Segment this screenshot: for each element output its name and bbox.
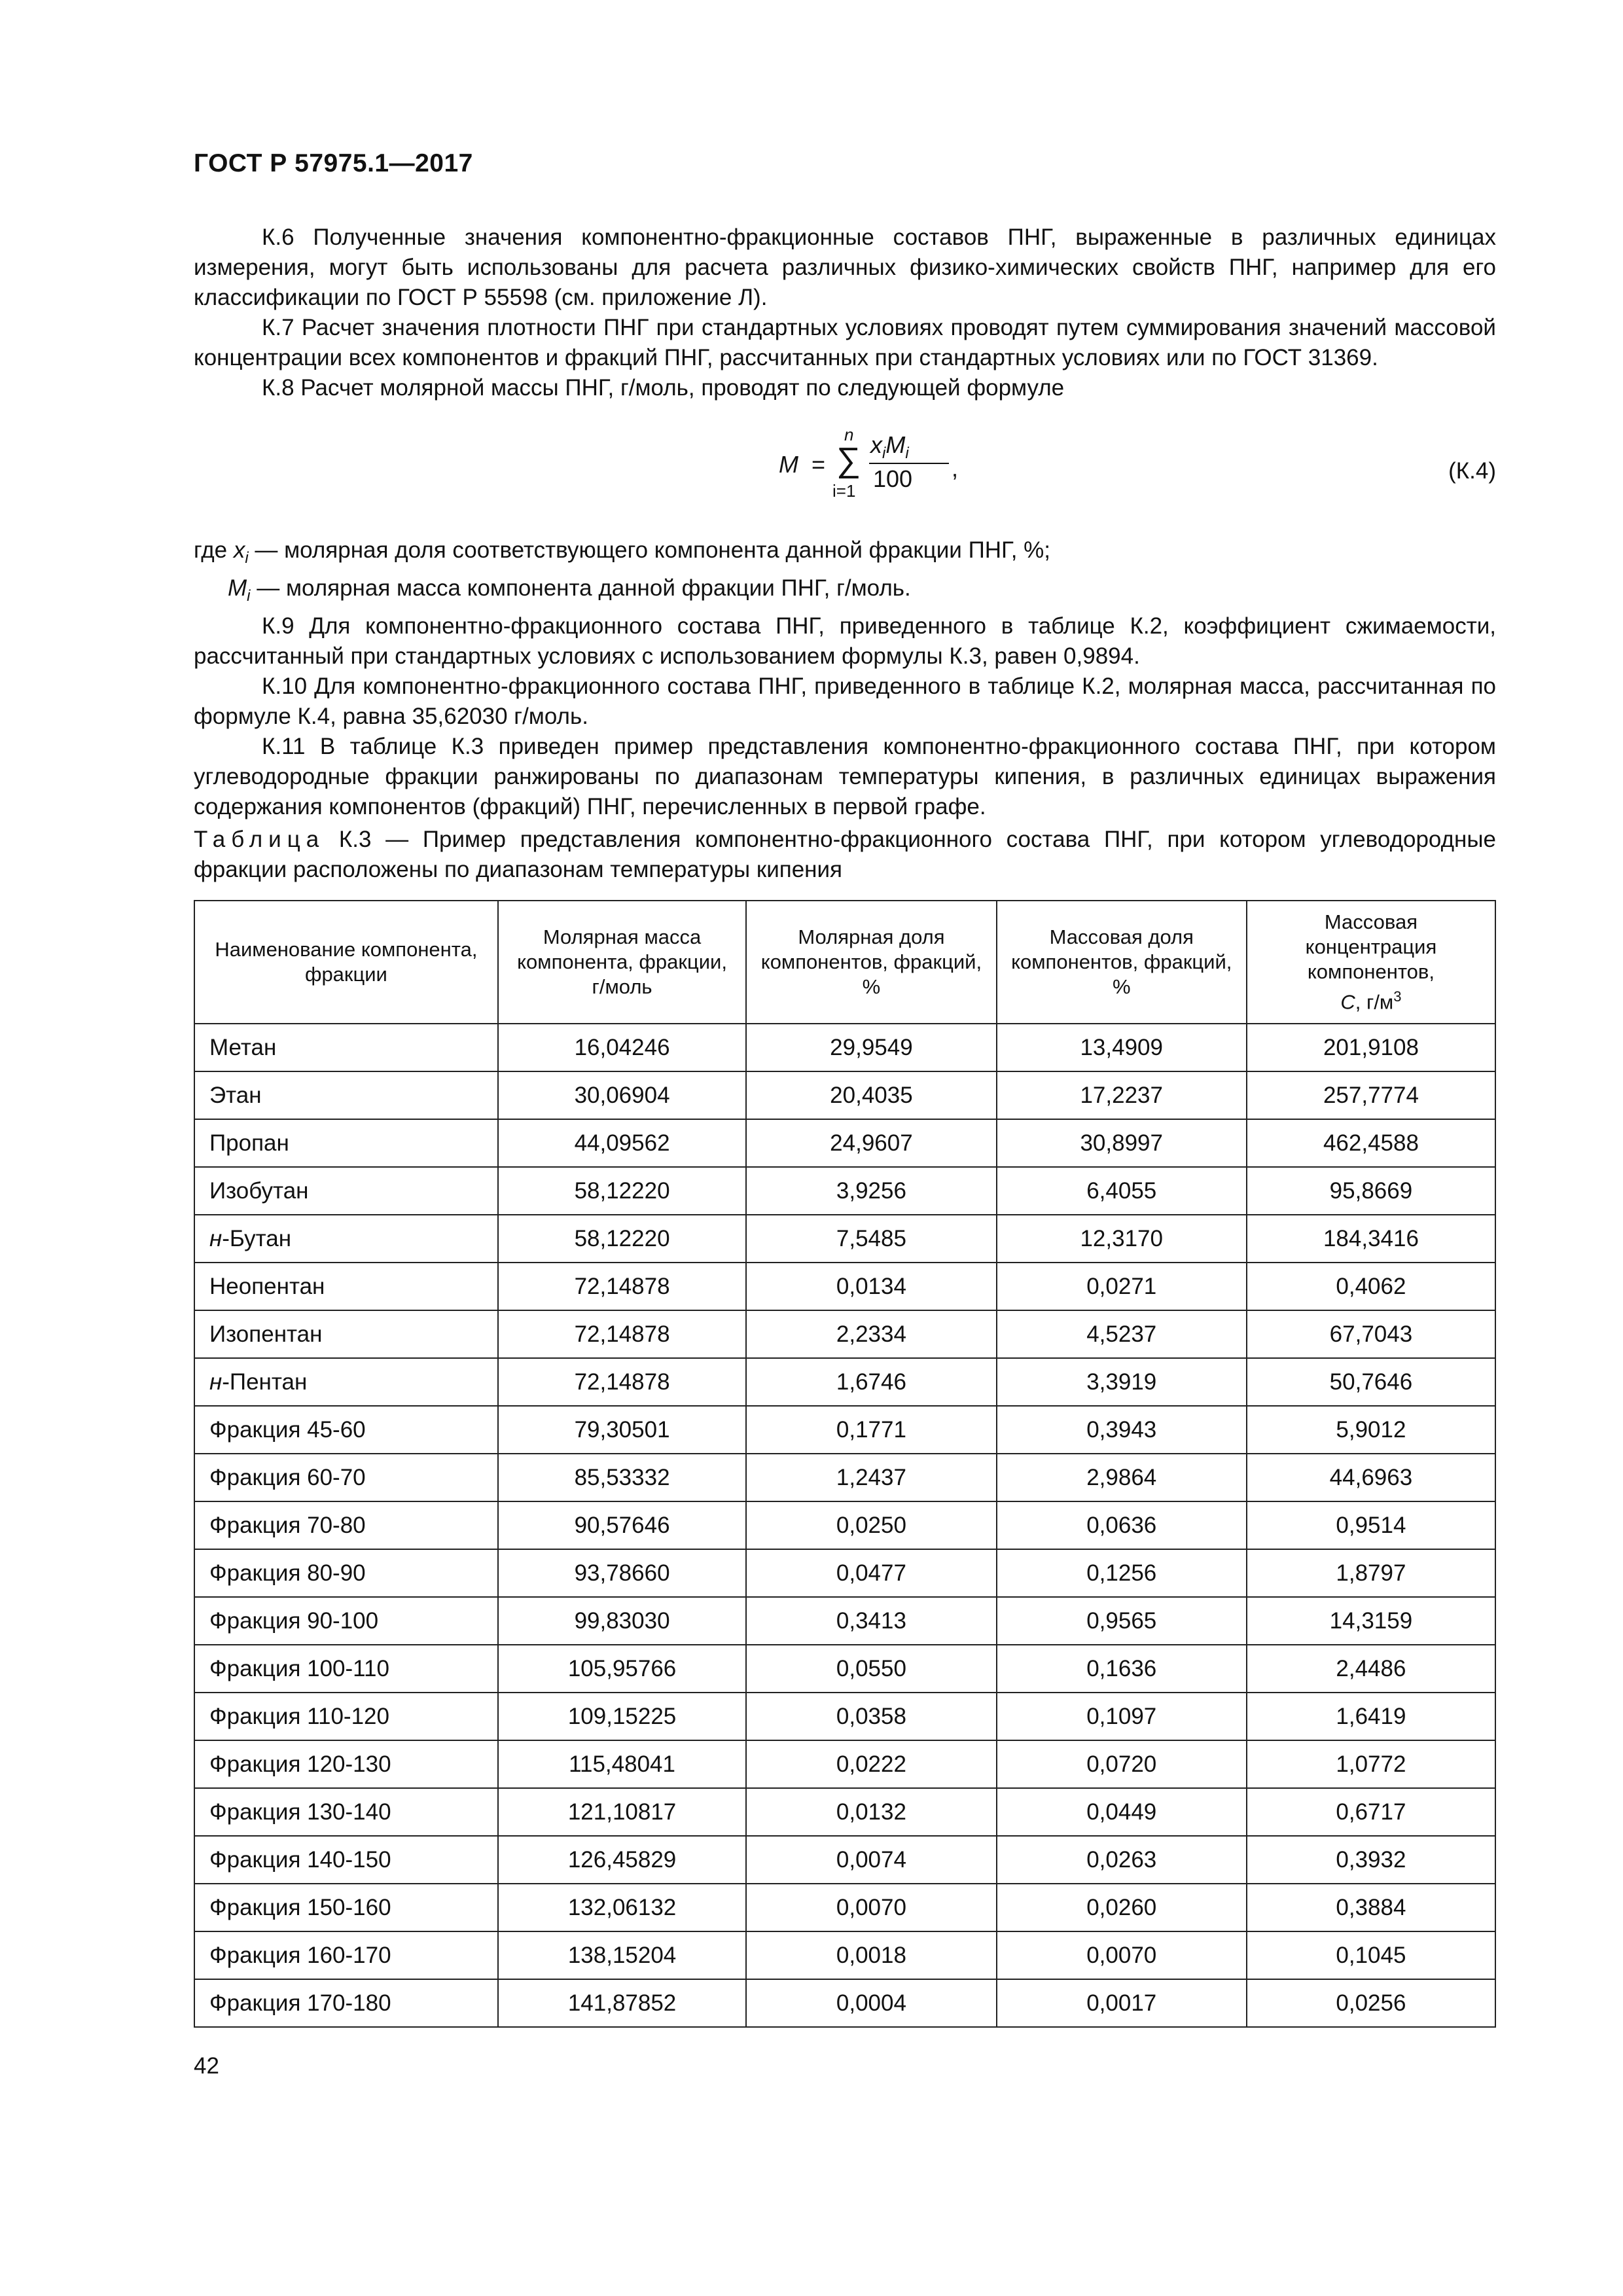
cell-component-name: Фракция 80-90: [194, 1549, 498, 1597]
cell-mass-concentration: 1,8797: [1247, 1549, 1495, 1597]
cell-molar-mass: 126,45829: [498, 1836, 746, 1884]
cell-mass-concentration: 201,9108: [1247, 1024, 1495, 1071]
formula-denominator: 100: [873, 465, 913, 492]
cell-mass-concentration: 0,3932: [1247, 1836, 1495, 1884]
table-row: [194, 1358, 1495, 1406]
cell-mass-fraction: 0,0260: [997, 1884, 1247, 1931]
cell-mass-fraction: 0,0720: [997, 1740, 1247, 1788]
cell-mass-fraction: 2,9864: [997, 1454, 1247, 1501]
cell-mass-fraction: 0,1636: [997, 1645, 1247, 1693]
table-row: [194, 1740, 1495, 1788]
table-row: [194, 1931, 1495, 1979]
cell-mass-fraction: 0,1256: [997, 1549, 1247, 1597]
cell-mass-fraction: 4,5237: [997, 1310, 1247, 1358]
table-row: [194, 1549, 1495, 1597]
table-row: [194, 1167, 1495, 1215]
table-caption: Таблица К.3 — Пример представления компонентно-фракционного состава ПНГ, при котором углеводородные фракции расположены по диапазонам температуры кипения: [194, 827, 1496, 882]
cell-mass-fraction: 12,3170: [997, 1215, 1247, 1263]
formula-numerator: $x_iM_i$: [870, 431, 909, 463]
cell-mass-concentration: 0,4062: [1247, 1263, 1495, 1310]
table-row: [194, 1645, 1495, 1693]
table-row: [194, 1024, 1495, 1071]
cell-component-name: Фракция 100-110: [194, 1645, 498, 1693]
cell-mass-concentration: 1,6419: [1247, 1693, 1495, 1740]
formula-comma: ,: [952, 455, 959, 482]
cell-component-name: Фракция 150-160: [194, 1884, 498, 1931]
cell-mass-concentration: 462,4588: [1247, 1119, 1495, 1167]
data-table: [194, 900, 1496, 2028]
cell-molar-fraction: 29,9549: [746, 1024, 996, 1071]
cell-component-name: Фракция 90-100: [194, 1597, 498, 1645]
cell-molar-fraction: 0,0550: [746, 1645, 996, 1693]
cell-mass-concentration: 0,0256: [1247, 1979, 1495, 2027]
cell-component-name: Изобутан: [194, 1167, 498, 1215]
cell-mass-fraction: 0,0636: [997, 1501, 1247, 1549]
cell-mass-concentration: 2,4486: [1247, 1645, 1495, 1693]
formula-lhs: M: [779, 451, 798, 478]
cell-component-name: Фракция 160-170: [194, 1931, 498, 1979]
cell-molar-mass: 141,87852: [498, 1979, 746, 2027]
text-block-k9-k11: [194, 535, 1496, 822]
table-row: [194, 1597, 1495, 1645]
cell-mass-fraction: 0,0070: [997, 1931, 1247, 1979]
paragraph-k7: К.7 Расчет значения плотности ПНГ при стандартных условиях проводят путем суммирования значений массовой концентрации всех компонентов и фракций ПНГ, рассчитанных при стандартных условиях или по ГОСТ 31369.: [194, 315, 1496, 370]
cell-molar-fraction: 7,5485: [746, 1215, 996, 1263]
cell-mass-fraction: 0,9565: [997, 1597, 1247, 1645]
cell-molar-fraction: 0,0004: [746, 1979, 996, 2027]
cell-molar-mass: 99,83030: [498, 1597, 746, 1645]
cell-component-name: н-Бутан: [194, 1215, 498, 1263]
cell-component-name: Фракция 70-80: [194, 1501, 498, 1549]
cell-mass-concentration: 0,3884: [1247, 1884, 1495, 1931]
cell-molar-fraction: 0,0074: [746, 1836, 996, 1884]
cell-mass-concentration: 14,3159: [1247, 1597, 1495, 1645]
cell-molar-mass: 115,48041: [498, 1740, 746, 1788]
cell-mass-fraction: 0,0017: [997, 1979, 1247, 2027]
table-header-row: [194, 901, 1495, 1024]
cell-component-name: Фракция 60-70: [194, 1454, 498, 1501]
header-molar-mass: Молярная масса компонента, фракции, г/моль: [498, 901, 746, 1024]
table-row: [194, 1071, 1495, 1119]
cell-component-name: Фракция 130-140: [194, 1788, 498, 1836]
cell-molar-fraction: 24,9607: [746, 1119, 996, 1167]
where-xi: где $x_i$ — молярная доля соответствующего компонента данной фракции ПНГ, %;: [194, 537, 1050, 567]
table-row: [194, 1979, 1495, 2027]
cell-component-name: Фракция 170-180: [194, 1979, 498, 2027]
cell-molar-mass: 79,30501: [498, 1406, 746, 1454]
cell-mass-concentration: 0,9514: [1247, 1501, 1495, 1549]
cell-molar-mass: 58,12220: [498, 1167, 746, 1215]
cell-component-name: Фракция 120-130: [194, 1740, 498, 1788]
cell-molar-fraction: 0,0358: [746, 1693, 996, 1740]
table-row: [194, 1788, 1495, 1836]
cell-mass-concentration: 50,7646: [1247, 1358, 1495, 1406]
document-header: ГОСТ Р 57975.1—2017: [194, 149, 473, 177]
cell-component-name: Изопентан: [194, 1310, 498, 1358]
cell-mass-concentration: 5,9012: [1247, 1406, 1495, 1454]
table-row: [194, 1884, 1495, 1931]
cell-molar-fraction: 1,6746: [746, 1358, 996, 1406]
cell-mass-concentration: 44,6963: [1247, 1454, 1495, 1501]
formula-sum-upper: n: [844, 425, 854, 444]
cell-component-name: Фракция 110-120: [194, 1693, 498, 1740]
cell-component-name: Этан: [194, 1071, 498, 1119]
cell-molar-fraction: 0,0250: [746, 1501, 996, 1549]
cell-molar-mass: 72,14878: [498, 1310, 746, 1358]
text-block-k6-k8: [194, 223, 1496, 403]
cell-molar-fraction: 20,4035: [746, 1071, 996, 1119]
cell-mass-fraction: 13,4909: [997, 1024, 1247, 1071]
cell-mass-concentration: 1,0772: [1247, 1740, 1495, 1788]
paragraph-k11: К.11 В таблице К.3 приведен пример представления компонентно-фракционного состава ПНГ, при котором углеводородные фракции ранжированы по диапазонам температуры кипения, в различных единицах выражения содержания компонентов (фракций) ПНГ, перечисленных в первой графе.: [194, 734, 1496, 819]
cell-molar-mass: 44,09562: [498, 1119, 746, 1167]
cell-mass-fraction: 0,0263: [997, 1836, 1247, 1884]
cell-mass-concentration: 67,7043: [1247, 1310, 1495, 1358]
cell-molar-fraction: 0,1771: [746, 1406, 996, 1454]
cell-component-name: Пропан: [194, 1119, 498, 1167]
formula-number: (К.4): [1448, 458, 1496, 484]
cell-mass-concentration: 257,7774: [1247, 1071, 1495, 1119]
header-molar-fraction: Молярная доля компонентов, фракций, %: [746, 901, 996, 1024]
cell-mass-concentration: 0,1045: [1247, 1931, 1495, 1979]
cell-molar-mass: 138,15204: [498, 1931, 746, 1979]
cell-molar-mass: 72,14878: [498, 1358, 746, 1406]
cell-molar-mass: 16,04246: [498, 1024, 746, 1071]
cell-molar-fraction: 0,3413: [746, 1597, 996, 1645]
formula-fraction-line: [869, 463, 949, 464]
table-body: [194, 1024, 1495, 2027]
cell-mass-fraction: 3,3919: [997, 1358, 1247, 1406]
cell-mass-fraction: 0,1097: [997, 1693, 1247, 1740]
table-row: [194, 1693, 1495, 1740]
cell-mass-fraction: 30,8997: [997, 1119, 1247, 1167]
table-row: [194, 1454, 1495, 1501]
cell-mass-concentration: 184,3416: [1247, 1215, 1495, 1263]
table-row: [194, 1310, 1495, 1358]
cell-molar-fraction: 0,0222: [746, 1740, 996, 1788]
formula-equals: =: [812, 451, 826, 478]
cell-molar-mass: 109,15225: [498, 1693, 746, 1740]
page-number: 42: [194, 2053, 219, 2079]
paragraph-k6: К.6 Полученные значения компонентно-фракционные составов ПНГ, выраженные в различных единицах измерения, могут быть использованы для расчета различных физико-химических свойств ПНГ, например для его классификации по ГОСТ Р 55598 (см. приложение Л).: [194, 224, 1496, 310]
paragraph-k9: К.9 Для компонентно-фракционного состава ПНГ, приведенного в таблице К.2, коэффициент сжимаемости, рассчитанный при стандартных условиях с использованием формулы К.3, равен 0,9894.: [194, 613, 1496, 669]
cell-molar-mass: 30,06904: [498, 1071, 746, 1119]
cell-component-name: Фракция 45-60: [194, 1406, 498, 1454]
cell-molar-fraction: 0,0134: [746, 1263, 996, 1310]
formula-sum-symbol: ∑: [836, 441, 861, 479]
cell-mass-fraction: 0,0449: [997, 1788, 1247, 1836]
cell-molar-mass: 72,14878: [498, 1263, 746, 1310]
cell-molar-fraction: 0,0132: [746, 1788, 996, 1836]
formula-sum-lower: i=1: [832, 481, 856, 501]
cell-mass-fraction: 6,4055: [997, 1167, 1247, 1215]
header-component-name: Наименование компонента, фракции: [194, 901, 498, 1024]
table-row: [194, 1263, 1495, 1310]
cell-component-name: Фракция 140-150: [194, 1836, 498, 1884]
cell-molar-fraction: 1,2437: [746, 1454, 996, 1501]
table-row: [194, 1215, 1495, 1263]
cell-molar-fraction: 0,0477: [746, 1549, 996, 1597]
cell-component-name: Метан: [194, 1024, 498, 1071]
cell-component-name: н-Пентан: [194, 1358, 498, 1406]
cell-molar-mass: 121,10817: [498, 1788, 746, 1836]
table-row: [194, 1119, 1495, 1167]
table-row: [194, 1406, 1495, 1454]
cell-molar-fraction: 3,9256: [746, 1167, 996, 1215]
table-row: [194, 1836, 1495, 1884]
cell-molar-fraction: 2,2334: [746, 1310, 996, 1358]
cell-molar-mass: 85,53332: [498, 1454, 746, 1501]
cell-mass-fraction: 0,0271: [997, 1263, 1247, 1310]
cell-molar-mass: 105,95766: [498, 1645, 746, 1693]
cell-mass-fraction: 0,3943: [997, 1406, 1247, 1454]
cell-molar-mass: 93,78660: [498, 1549, 746, 1597]
cell-molar-mass: 90,57646: [498, 1501, 746, 1549]
cell-molar-fraction: 0,0018: [746, 1931, 996, 1979]
cell-molar-mass: 58,12220: [498, 1215, 746, 1263]
cell-mass-concentration: 0,6717: [1247, 1788, 1495, 1836]
cell-molar-fraction: 0,0070: [746, 1884, 996, 1931]
cell-mass-fraction: 17,2237: [997, 1071, 1247, 1119]
paragraph-k10: К.10 Для компонентно-фракционного состава ПНГ, приведенного в таблице К.2, молярная масса, рассчитанная по формуле К.4, равна 35,62030 г/моль.: [194, 673, 1496, 729]
header-mass-fraction: Массовая доля компонентов, фракций, %: [997, 901, 1247, 1024]
paragraph-k8: К.8 Расчет молярной массы ПНГ, г/моль, проводят по следующей формуле: [262, 375, 1065, 401]
table-row: [194, 1501, 1495, 1549]
cell-component-name: Неопентан: [194, 1263, 498, 1310]
cell-mass-concentration: 95,8669: [1247, 1167, 1495, 1215]
formula-k4: [779, 425, 1001, 507]
header-mass-concentration: Массовая концентрация компонентов, C, $г/м^3$: [1247, 901, 1495, 1024]
where-mi: $M_i$ — молярная масса компонента данной фракции ПНГ, г/моль.: [228, 575, 911, 605]
cell-molar-mass: 132,06132: [498, 1884, 746, 1931]
